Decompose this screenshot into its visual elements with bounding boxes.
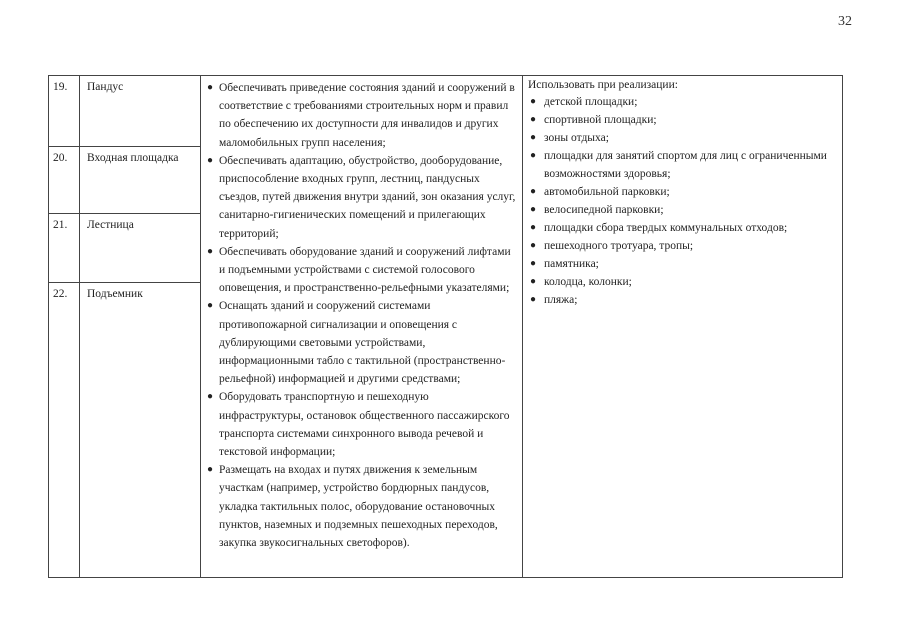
list-item: ● Обеспечивать приведение состояния зданий и сооружений в соответствие с требованиями строительных норм и правил по обеспечению их доступности для инвалидов и других маломобильных групп населения; [207, 79, 516, 152]
bullet-icon: ● [207, 464, 214, 476]
row-number: 19. [53, 81, 68, 93]
bullet-icon: ● [530, 150, 537, 161]
requirements-list [201, 76, 522, 552]
list-item: ● Размещать на входах и путях движения к земельным участкам (например, устройство бордюрных пандусов, укладка тактильных полос, оборудование остановочных пунктов, наземных и подземных пешеходных переходов, закупка звукосигнальных светофоров). [207, 461, 516, 552]
list-item: ● Оснащать зданий и сооружений системами противопожарной сигнализации и оповещения с дублирующими световыми устройствами, информационными табло с тактильной (пространственно-рельефной) информацией и другими средствами; [207, 297, 516, 388]
list-item: ● спортивной площадки; [528, 111, 838, 129]
list-item: ● зоны отдыха; [528, 129, 838, 147]
row-number-cell [49, 147, 80, 214]
list-item: ● Обеспечивать оборудование зданий и сооружений лифтами и подъемными устройствами с системой голосового оповещения, и пространственно-рельефными указателями; [207, 243, 516, 298]
bullet-icon: ● [207, 82, 214, 93]
bullet-icon: ● [530, 258, 537, 269]
measures-table [48, 75, 843, 578]
bullet-icon: ● [530, 186, 537, 197]
bullet-icon: ● [530, 96, 537, 107]
row-number: 20. [53, 152, 68, 164]
list-item: ● Оборудовать транспортную и пешеходную инфраструктуры, остановок общественного пассажирского транспорта системами синхронного вывода речевой и текстовой информации; [207, 388, 516, 461]
bullet-icon: ● [530, 204, 537, 215]
bullet-icon: ● [530, 294, 537, 305]
bullet-icon: ● [207, 300, 214, 312]
row-number-cell [49, 214, 80, 283]
list-item: ● пляжа; [528, 291, 838, 309]
row-number: 22. [53, 288, 68, 300]
page-number: 32 [838, 14, 852, 29]
bullet-icon: ● [207, 391, 214, 403]
list-item: ● памятника; [528, 255, 838, 273]
row-name-cell [80, 147, 201, 214]
bullet-icon: ● [530, 240, 537, 251]
row-name: Входная площадка [87, 152, 179, 164]
list-item: ● Обеспечивать адаптацию, обустройство, дооборудование, приспособление входных групп, лестниц, пандусных съездов, путей движения внутри зданий, зон оказания услуг, санитарно-гигиенических помещений и прилегающих территорий; [207, 152, 516, 243]
usage-cell [523, 76, 843, 578]
row-name-cell [80, 76, 201, 147]
row-name: Подъемник [87, 288, 143, 300]
usage-list [528, 93, 838, 309]
list-item: ● автомобильной парковки; [528, 183, 838, 201]
bullet-icon: ● [207, 154, 214, 166]
row-number-cell [49, 283, 80, 578]
bullet-icon: ● [530, 222, 537, 233]
requirements-cell [201, 76, 523, 578]
list-item: ● площадки сбора твердых коммунальных отходов; [528, 219, 838, 237]
list-item: ● пешеходного тротуара, тропы; [528, 237, 838, 255]
row-number: 21. [53, 219, 68, 231]
list-item: ● колодца, колонки; [528, 273, 838, 291]
list-item: ● велосипедной парковки; [528, 201, 838, 219]
bullet-icon: ● [530, 114, 537, 125]
list-item: ● площадки для занятий спортом для лиц с ограниченными возможностями здоровья; [528, 147, 838, 183]
row-name-cell [80, 283, 201, 578]
row-name: Пандус [87, 81, 124, 93]
bullet-icon: ● [530, 132, 537, 143]
usage-title: Использовать при реализации: [528, 79, 678, 91]
row-number-cell [49, 76, 80, 147]
list-item: ● детской площадки; [528, 93, 838, 111]
row-name-cell [80, 214, 201, 283]
bullet-icon: ● [530, 276, 537, 287]
bullet-icon: ● [207, 245, 214, 257]
table-row [49, 76, 843, 147]
row-name: Лестница [87, 219, 134, 231]
